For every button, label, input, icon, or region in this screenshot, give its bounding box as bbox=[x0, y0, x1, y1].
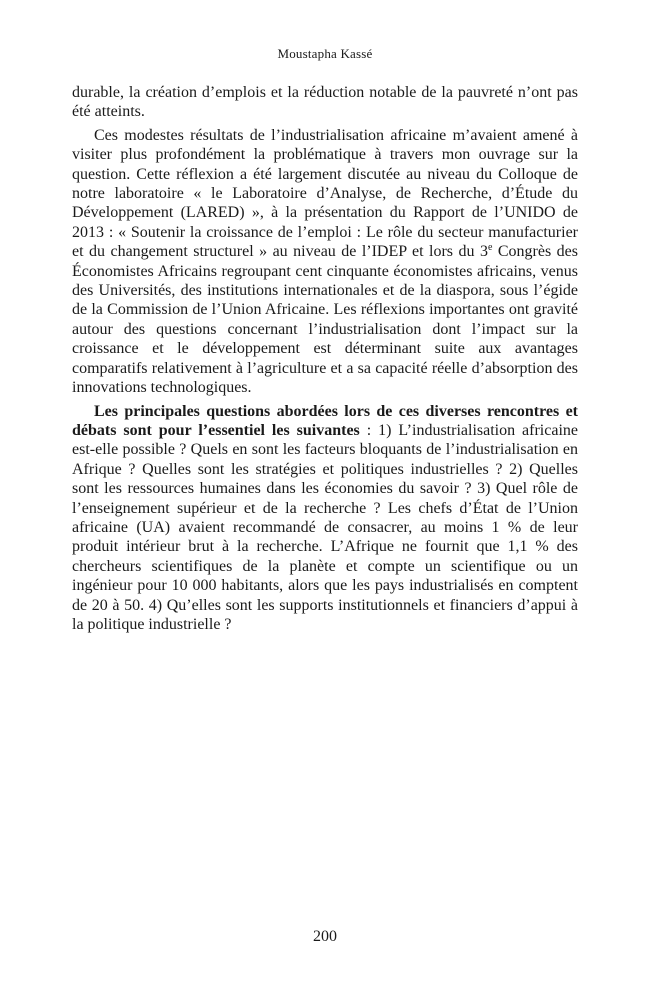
body-text bbox=[72, 83, 578, 634]
running-head: Moustapha Kassé bbox=[277, 46, 373, 61]
paragraph-1: durable, la création d’emplois et la réduction notable de la pauvreté n’ont pas été atteints. bbox=[72, 84, 578, 121]
paragraph-3-text: : 1) L’industrialisation africaine est-elle possible ? Quels en sont les facteurs bloquants de l’industrialisation en Afrique ? Quelles sont les stratégies et politiques industrielles ? 2) Quelles sont les ressources humaines dans les économies du savoir ? 3) Quel rôle de l’enseignement supérieur et de la recherche ? Les chefs d’État de l’Union africaine (UA) avaient recommandé de consacrer, au moins 1 % de leur produit intérieur brut à la recherche. L’Afrique ne fournit que 1,1 % des chercheurs scientifiques de la planète et compte un scientifique ou un ingénieur pour 10 000 habitants, alors que les pays industrialisés en comptent de 20 à 50. 4) Qu’elles sont les supports institutionnels et financiers d’appui à la politique industrielle ? bbox=[72, 421, 579, 633]
paragraph-3-bold-lead: Les principales questions abordées lors de ces diverses rencontres et débats sont pour l’essentiel les suivantes bbox=[72, 402, 578, 439]
page-number: 200 bbox=[313, 928, 337, 945]
paragraph-2 bbox=[72, 126, 578, 398]
paragraph-2-text-b: Congrès des Économistes Africains regroupant cent cinquante économistes africains, venus des Universités, des institutions internationales et de la diaspora, sous l’égide de la Commission de l’Union Africaine. Les réflexions importantes ont gravité autour des questions concernant l’industrialisation dont l’impact sur la croissance et le développement est déterminant suite aux avantages comparatifs relativement à l’agriculture et a sa capacité réelle d’absorption des innovations technologiques. bbox=[72, 243, 579, 397]
paragraph-3 bbox=[72, 402, 578, 635]
paragraph-2-text-a: Ces modestes résultats de l’industrialisation africaine m’avaient amené à visiter plus profondément la problématique à travers mon ouvrage sur la question. Cette réflexion a été largement discutée au niveau du Colloque de notre laboratoire « le Laboratoire d’Analyse, de Recherche, d’Étude du Développement (LARED) », à la présentation du Rapport de l’UNIDO de 2013 : « Soutenir la croissance de l’emploi : Le rôle du secteur manufacturier et du changement structurel » au niveau de l’IDEP et lors du 3 bbox=[72, 126, 578, 261]
ordinal-superscript: e bbox=[487, 242, 493, 254]
